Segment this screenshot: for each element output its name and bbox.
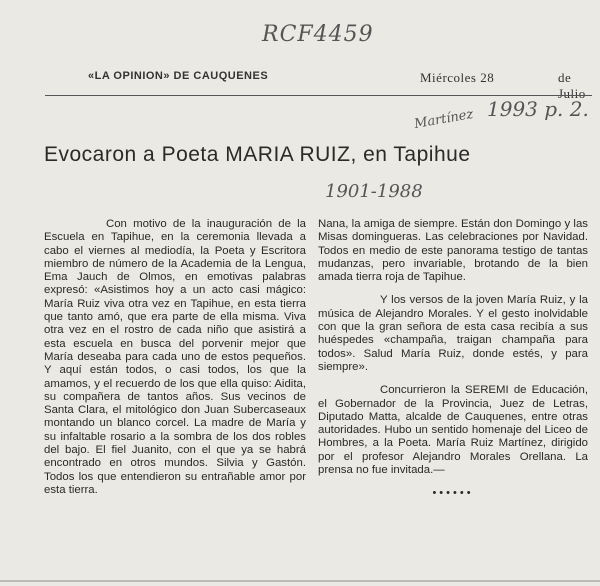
handwritten-year-page: 1993 p. 2. xyxy=(487,97,589,121)
article-column-left xyxy=(44,218,306,497)
article-paragraph: Con motivo de la inauguración de la Escuela en Tapihue, en la ceremonia llevada a cabo el viernes al mediodía, la Poeta y Escritora miembro de número de la Academia de la Lengua, Ema Jauch de Olmos, en emotivas palabras expresó: «Asistimos hoy a un acto casi mágico: María Ruiz viva otra vez en Tapihue, en esta tierra que tanto amó, que era parte de ella misma. Viva otra vez en el rostro de cada niño que asistirá a esta escuela en busca del porvenir mejor que María deseaba para cada uno de estos pequeños. Y aquí están todos, o casi todos, los que la amamos, y el recuerdo de los que ella quiso: Aidita, su compañera de tantos años. Sus vecinos de Santa Clara, el mitológico don Juan Subercaseaux montando un blanco corcel. La madre de María y su infaltable rosario a la sombra de los dos robles del bajo. El fiel Juanito, con el que ya se habrá encontrado en otros mundos. Silvia y Gastón. Todos los que entendieron su entrañable amor por esta tierra. xyxy=(44,218,306,496)
publication-date-day: Miércoles 28 xyxy=(420,70,495,85)
article-headline: Evocaron a Poeta MARIA RUIZ, en Tapihue xyxy=(44,143,471,166)
publication-date-month: de Julio xyxy=(558,70,586,101)
publication-name: «LA OPINION» DE CAUQUENES xyxy=(88,70,269,82)
handwritten-author: Martínez xyxy=(413,106,475,133)
bottom-edge xyxy=(0,580,600,582)
handwritten-catalog-ref: RCF4459 xyxy=(262,22,374,47)
article-paragraph: Concurrieron la SEREMI de Educación, el Gobernador de la Provincia, Juez de Letras, Diputado Matta, alcalde de Cauquenes, entre otras autoridades. Hubo un sentido homenaje del Liceo de Hombres, a la Poeta. María Ruiz Martínez, dirigido por el profesor Alejandro Morales Orellana. La prensa no fue invitada.— xyxy=(318,384,588,477)
masthead-rule xyxy=(45,95,592,96)
article-paragraph: Nana, la amiga de siempre. Están don Domingo y las Misas domingueras. Las celebraciones por Navidad. Todos en medio de este panorama testigo de tantas mudanzas, pero invariable, brotando de la bien amada tierra roja de Tapihue. xyxy=(318,218,588,284)
article-paragraph: Y los versos de la joven María Ruiz, y la música de Alejandro Morales. Y el gesto inolvidable con que la gran señora de esta casa recibía a sus huéspedes «champaña, traigan champaña para todos». Salud María Ruiz, donde estés, y para siempre». xyxy=(318,294,588,373)
end-mark: •••••• xyxy=(432,487,474,500)
article-column-right xyxy=(318,218,588,501)
handwritten-years: 1901-1988 xyxy=(325,181,423,202)
